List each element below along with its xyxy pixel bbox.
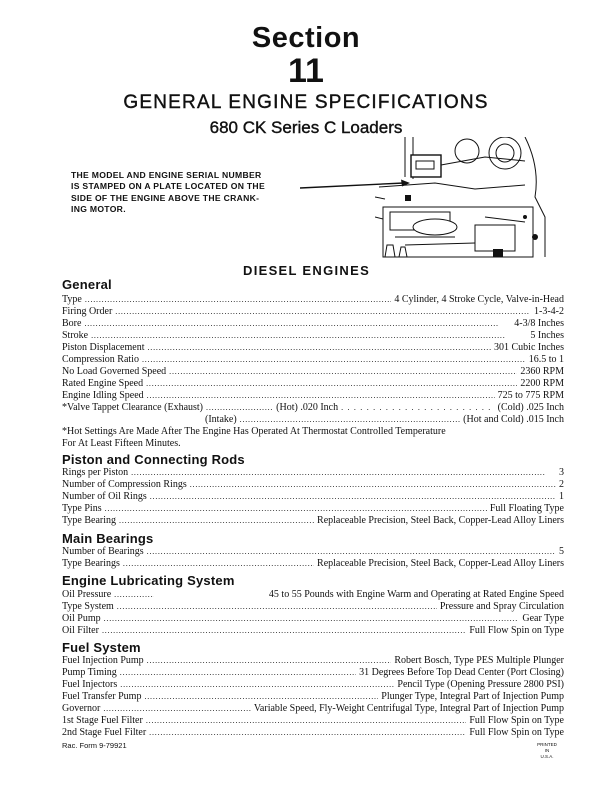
spec-value: 31 Degrees Before Top Dead Center (Port Closing) [359,667,564,678]
spec-row-first-stage-filter [62,715,564,727]
spec-label: No Load Governed Speed [62,366,167,377]
spec-row-idling-speed [62,390,564,402]
spec-value: Pressure and Spray Circulation [439,601,564,612]
spec-row-type [62,294,564,306]
spec-row-rated-speed [62,378,564,390]
spec-value: Full Floating Type [489,503,564,514]
spec-label: Oil Filter [62,625,99,636]
spec-row-type-pins [62,503,564,515]
spec-label: Pump Timing [62,667,117,678]
spec-row-valve-exhaust [62,402,564,414]
spec-value: 45 to 55 Pounds with Engine Warm and Operating at Rated Engine Speed [268,589,564,600]
spec-value: 3 [559,467,564,478]
spec-row-oil-pump [62,613,564,625]
spec-value: Replaceable Precision, Steel Back, Copper-Lead Alloy Liners [317,558,564,569]
spec-label: Governor [62,703,101,714]
spec-value: 1-3-4-2 [534,306,564,317]
spec-value: 5 Inches [530,330,564,341]
spec-value: 16.5 to 1 [528,354,564,365]
note-line: ING MOTOR. [71,204,126,215]
spec-row-valve-intake [62,414,564,426]
spec-label: Firing Order [62,306,113,317]
spec-label: Oil Pump [62,613,101,624]
spec-value: (Hot and Cold) .015 Inch [463,414,564,425]
spec-value: Gear Type [522,613,564,624]
spec-label: *Valve Tappet Clearance (Exhaust) [62,402,204,413]
spec-label: Rated Engine Speed [62,378,144,389]
spec-label: Type [62,294,82,305]
spec-label: Type Pins [62,503,102,514]
spec-label: Stroke [62,330,89,341]
spec-label: Fuel Injection Pump [62,655,144,666]
note-line: THE MODEL AND ENGINE SERIAL NUMBER [71,170,262,180]
spec-row-type-bearings [62,558,564,570]
spec-row-oil-filter [62,625,564,637]
main-bearings-heading: Main Bearings [62,531,154,546]
footnote-line: For At Least Fifteen Minutes. [62,438,181,449]
spec-label: Number of Bearings [62,546,144,557]
footnote-line: *Hot Settings Are Made After The Engine Has Operated At Thermostat Controlled Temperature [62,426,446,437]
form-number: Rac. Form 9-79921 [62,741,127,750]
spec-row-oil-pressure [62,589,564,601]
printed-in-usa-mark [535,742,559,760]
spec-row-pump-timing [62,667,564,679]
spec-row-second-stage-filter [62,727,564,739]
spec-row-rings-per-piston [62,467,564,479]
spec-value: 2 [559,479,564,490]
section-number: 11 [288,52,324,90]
spec-row-displacement [62,342,564,354]
spec-row-stroke [62,330,564,342]
spec-label: Type System [62,601,114,612]
spec-value: 2360 RPM [520,366,564,377]
spec-value: Plunger Type, Integral Part of Injection Pump [381,691,564,702]
spec-value: 1 [559,491,564,502]
spec-value: Full Flow Spin on Type [469,625,564,636]
spec-value: 4-3/8 Inches [514,318,564,329]
spec-label: 2nd Stage Fuel Filter [62,727,147,738]
lubrication-heading: Engine Lubricating System [62,573,235,588]
spec-row-compression [62,354,564,366]
spec-label: 1st Stage Fuel Filter [62,715,143,726]
spec-value: Replaceable Precision, Steel Back, Copper-Lead Alloy Liners [317,515,564,526]
spec-value: Variable Speed, Fly-Weight Centrifugal Type, Integral Part of Injection Pump [253,703,564,714]
spec-row-firing-order [62,306,564,318]
page-title: GENERAL ENGINE SPECIFICATIONS [123,92,489,113]
spec-row-bore [62,318,564,330]
spec-value: Full Flow Spin on Type [469,715,564,726]
printed-line: U.S.A. [540,754,554,759]
spec-value-cold: (Cold) .025 Inch [497,402,564,413]
spec-value: Pencil Type (Opening Pressure 2800 PSI) [397,679,564,690]
spec-value: 725 to 775 RPM [497,390,564,401]
spec-label: Fuel Transfer Pump [62,691,142,702]
spec-value-hot: (Hot) .020 Inch [276,402,339,413]
spec-label: Number of Oil Rings [62,491,147,502]
spec-label: Engine Idling Speed [62,390,144,401]
spec-label: Fuel Injectors [62,679,118,690]
spec-label: Compression Ratio [62,354,139,365]
spec-row-governor [62,703,564,715]
section-label: Section [251,22,361,54]
spec-value: 4 Cylinder, 4 Stroke Cycle, Valve-in-Head [394,294,564,305]
spec-label: Piston Displacement [62,342,145,353]
spec-row-injectors [62,679,564,691]
spec-label: Rings per Piston [62,467,129,478]
page-subtitle: 680 CK Series C Loaders [209,118,403,137]
spec-label: Type Bearing [62,515,117,526]
spec-value: Robert Bosch, Type PES Multiple Plunger [394,655,564,666]
printed-line: IN [544,748,550,753]
spec-row-transfer-pump [62,691,564,703]
spec-row-type-system [62,601,564,613]
spec-value: 2200 RPM [520,378,564,389]
printed-line: PRINTED [537,742,557,747]
spec-label: Oil Pressure [62,589,112,600]
spec-row-type-bearing [62,515,564,527]
spec-row-number-bearings [62,546,564,558]
note-line: IS STAMPED ON A PLATE LOCATED ON THE [71,181,265,192]
engine-illustration [375,137,553,263]
spec-value: 5 [559,546,564,557]
spec-row-compression-rings [62,479,564,491]
spec-row-oil-rings [62,491,564,503]
spec-value: Full Flow Spin on Type [469,727,564,738]
fuel-heading: Fuel System [62,640,141,655]
serial-number-note [71,170,311,216]
spec-row-injection-pump [62,655,564,667]
spec-label: Type Bearings [62,558,120,569]
spec-label: (Intake) [205,414,237,425]
piston-heading: Piston and Connecting Rods [62,452,245,467]
note-line: SIDE OF THE ENGINE ABOVE THE CRANK- [71,192,260,203]
spec-value: 301 Cubic Inches [494,342,564,353]
diesel-engines-heading: DIESEL ENGINES [243,263,371,278]
spec-label: Bore [62,318,82,329]
spec-row-no-load-speed [62,366,564,378]
spec-label: Number of Compression Rings [62,479,187,490]
general-heading: General [62,277,112,292]
